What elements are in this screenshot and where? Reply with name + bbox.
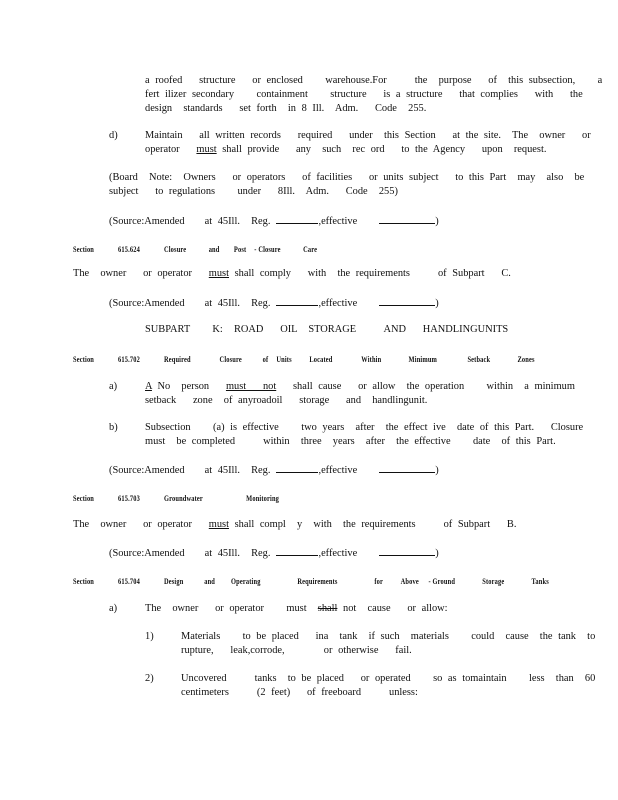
- section-heading: [73, 243, 317, 257]
- source-note: [109, 462, 439, 478]
- heading-word: for: [374, 577, 384, 586]
- blank-line: [379, 295, 435, 306]
- text-run: No person: [151, 381, 226, 392]
- paragraph-line: fert ilizer secondary containment structure is a structure that complies with the: [145, 89, 583, 100]
- source-note: [109, 545, 439, 561]
- paragraph-line: [145, 143, 546, 157]
- text-run: shall cause or allow the operation within a minimum: [276, 381, 575, 392]
- source-register: at 45Ill. Reg.: [204, 465, 271, 476]
- section-number: 615.704: [118, 577, 140, 586]
- heading-word: Requirements: [297, 577, 338, 586]
- source-effective: ,effective: [318, 298, 358, 309]
- paragraph-line: Maintain all written records required under this Section at the site. The owner or: [145, 130, 591, 141]
- heading-word: and: [204, 577, 216, 586]
- heading-word: and: [208, 245, 220, 254]
- source-close: ): [435, 216, 439, 227]
- blank-line: [276, 295, 318, 306]
- section-word: Section: [73, 494, 95, 503]
- underlined-insertion: must: [208, 268, 229, 279]
- paragraph-line: Uncovered tanks to be placed or operated so as tomaintain less than 60: [181, 673, 596, 684]
- heading-word: - Closure: [254, 245, 281, 254]
- heading-word: Monitoring: [246, 494, 280, 503]
- blank-line: [379, 545, 435, 556]
- text-run: not cause or allow:: [337, 603, 448, 614]
- underlined-insertion: must: [208, 519, 229, 530]
- item-label: a): [109, 603, 118, 614]
- item-label: b): [109, 422, 118, 433]
- text-run: The owner or operator: [73, 519, 209, 530]
- struck-deletion: shall: [317, 603, 338, 614]
- heading-word: Storage: [482, 577, 505, 586]
- source-label: (Source:Amended: [109, 548, 185, 559]
- paragraph-line: Subsection (a) is effective two years after the effect ive date of this Part. Closure: [145, 422, 584, 433]
- text-run: shall comply with the requirements of Subpart C.: [229, 268, 511, 279]
- heading-word: Setback: [467, 355, 491, 364]
- heading-word: Care: [303, 245, 318, 254]
- paragraph-line: [145, 602, 448, 616]
- text-run: The owner or operator must: [145, 603, 318, 614]
- source-close: ): [435, 548, 439, 559]
- text-run: operator: [145, 144, 197, 155]
- paragraph-line: [73, 518, 516, 532]
- source-label: (Source:Amended: [109, 298, 185, 309]
- item-label: 1): [145, 631, 154, 642]
- paragraph-line: rupture, leak,corrode, or otherwise fail.: [181, 645, 412, 656]
- item-label: a): [109, 381, 118, 392]
- underlined-insertion: must not: [225, 381, 277, 392]
- section-word: Section: [73, 355, 95, 364]
- heading-word: Post: [233, 245, 247, 254]
- source-effective: ,effective: [318, 548, 358, 559]
- text-run: The owner or operator: [73, 268, 209, 279]
- source-register: at 45Ill. Reg.: [204, 216, 271, 227]
- heading-word: Closure: [163, 245, 187, 254]
- heading-word: Closure: [219, 355, 242, 364]
- source-effective: ,effective: [318, 465, 358, 476]
- paragraph-line: a roofed structure or enclosed warehouse.For the purpose of this subsection, a: [145, 75, 603, 86]
- source-register: at 45Ill. Reg.: [204, 298, 271, 309]
- heading-word: Required: [163, 355, 191, 364]
- paragraph-line: [145, 380, 575, 394]
- section-heading: [73, 575, 549, 589]
- blank-line: [379, 213, 435, 224]
- paragraph-line: centimeters (2 feet) of freeboard unless:: [181, 687, 418, 698]
- source-label: (Source:Amended: [109, 216, 185, 227]
- heading-word: Tanks: [531, 577, 549, 586]
- source-close: ): [435, 298, 439, 309]
- heading-word: Located: [309, 355, 333, 364]
- blank-line: [276, 545, 318, 556]
- section-number: 615.702: [118, 355, 140, 364]
- source-register: at 45Ill. Reg.: [204, 548, 271, 559]
- subpart-heading: SUBPART K: ROAD OIL STORAGE AND HANDLINGUNITS: [145, 324, 509, 335]
- section-word: Section: [73, 577, 95, 586]
- item-label: d): [109, 130, 118, 141]
- heading-word: Design: [163, 577, 184, 586]
- source-note: [109, 295, 439, 311]
- text-run: shall compl y with the requirements of Subpart B.: [229, 519, 517, 530]
- board-note-line: subject to regulations under 8Ill. Adm. Code 255): [109, 186, 398, 197]
- section-heading: [73, 353, 535, 367]
- blank-line: [276, 213, 318, 224]
- section-word: Section: [73, 245, 95, 254]
- heading-word: Above: [400, 577, 419, 586]
- source-note: [109, 213, 439, 229]
- paragraph-line: setback zone of anyroadoil storage and handlingunit.: [145, 395, 428, 406]
- source-label: (Source:Amended: [109, 465, 185, 476]
- heading-word: Within: [361, 355, 382, 364]
- heading-word: Units: [276, 355, 292, 364]
- heading-word: Minimum: [408, 355, 438, 364]
- heading-word: Zones: [517, 355, 535, 364]
- board-note-line: (Board Note: Owners or operators of facilities or units subject to this Part may also be: [109, 172, 585, 183]
- paragraph-line: design standards set forth in 8 Ill. Adm. Code 255.: [145, 103, 427, 114]
- underlined-insertion: A: [145, 381, 152, 392]
- underlined-insertion: must: [196, 144, 217, 155]
- source-close: ): [435, 465, 439, 476]
- section-heading: [73, 492, 279, 506]
- blank-line: [379, 462, 435, 473]
- paragraph-line: must be completed within three years after the effective date of this Part.: [145, 436, 556, 447]
- section-number: 615.624: [118, 245, 140, 254]
- paragraph-line: Materials to be placed ina tank if such materials could cause the tank to: [181, 631, 596, 642]
- heading-word: Groundwater: [163, 494, 203, 503]
- heading-word: - Ground: [428, 577, 456, 586]
- section-number: 615.703: [118, 494, 140, 503]
- source-effective: ,effective: [318, 216, 358, 227]
- heading-word: Operating: [231, 577, 261, 586]
- blank-line: [276, 462, 318, 473]
- heading-word: of: [262, 355, 269, 364]
- text-run: shall provide any such rec ord to the Agency upon request.: [216, 144, 547, 155]
- paragraph-line: [73, 267, 511, 281]
- item-label: 2): [145, 673, 154, 684]
